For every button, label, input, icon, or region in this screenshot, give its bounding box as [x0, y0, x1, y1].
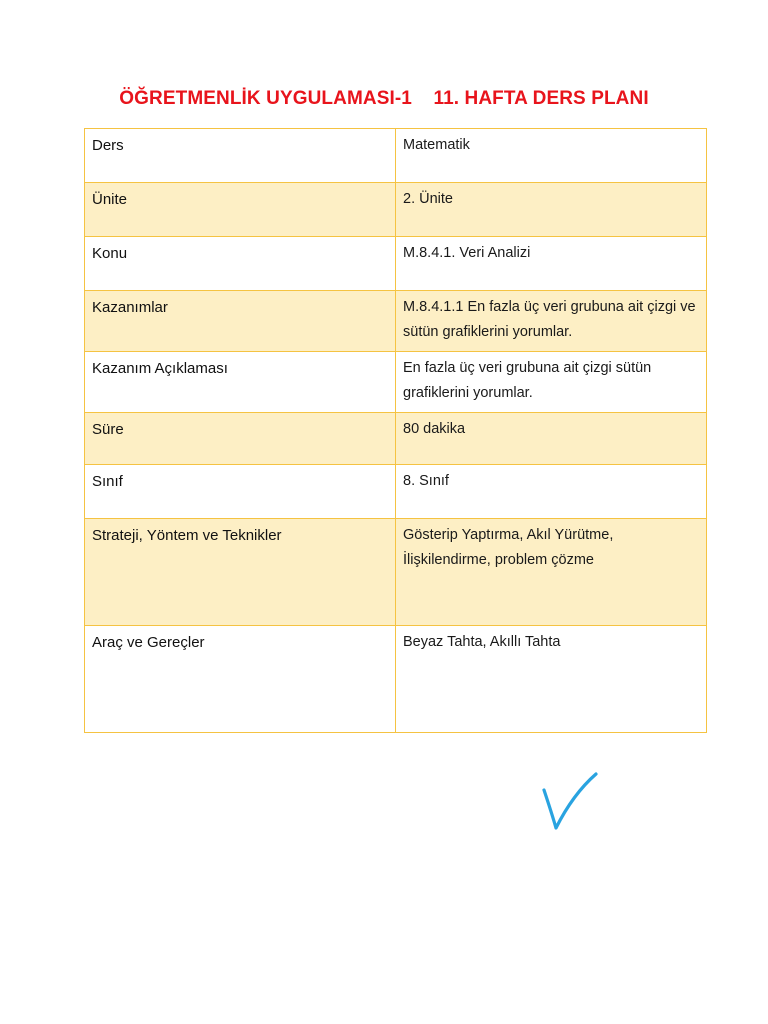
- row-label: Sınıf: [85, 465, 396, 519]
- row-label: Ders: [85, 129, 396, 183]
- checkmark-icon: [536, 768, 606, 838]
- table-row-kazanim-aciklamasi: [85, 352, 707, 413]
- table-row-arac-gerecler: [85, 626, 707, 733]
- row-value: 2. Ünite: [396, 183, 707, 237]
- table-row-sure: [85, 413, 707, 465]
- table-row-konu: [85, 237, 707, 291]
- lesson-plan-table: [84, 128, 707, 733]
- table-row-sinif: [85, 465, 707, 519]
- row-value: Beyaz Tahta, Akıllı Tahta: [396, 626, 707, 733]
- row-label: Ünite: [85, 183, 396, 237]
- row-value: M.8.4.1.1 En fazla üç veri grubuna ait çizgi ve sütün grafiklerini yorumlar.: [396, 291, 707, 352]
- row-label: Süre: [85, 413, 396, 465]
- table-row-unite: [85, 183, 707, 237]
- row-label: Strateji, Yöntem ve Teknikler: [85, 519, 396, 626]
- row-label: Konu: [85, 237, 396, 291]
- row-value: Matematik: [396, 129, 707, 183]
- row-label: Araç ve Gereçler: [85, 626, 396, 733]
- table-row-strateji: [85, 519, 707, 626]
- row-value: En fazla üç veri grubuna ait çizgi sütün grafiklerini yorumlar.: [396, 352, 707, 413]
- row-value: Gösterip Yaptırma, Akıl Yürütme, İlişkilendirme, problem çözme: [396, 519, 707, 626]
- row-value: M.8.4.1. Veri Analizi: [396, 237, 707, 291]
- row-value: 8. Sınıf: [396, 465, 707, 519]
- row-value: 80 dakika: [396, 413, 707, 465]
- page-title: ÖĞRETMENLİK UYGULAMASI-1 11. HAFTA DERS PLANI: [119, 88, 649, 109]
- row-label: Kazanım Açıklaması: [85, 352, 396, 413]
- row-label: Kazanımlar: [85, 291, 396, 352]
- table-row-ders: [85, 129, 707, 183]
- table-row-kazanimlar: [85, 291, 707, 352]
